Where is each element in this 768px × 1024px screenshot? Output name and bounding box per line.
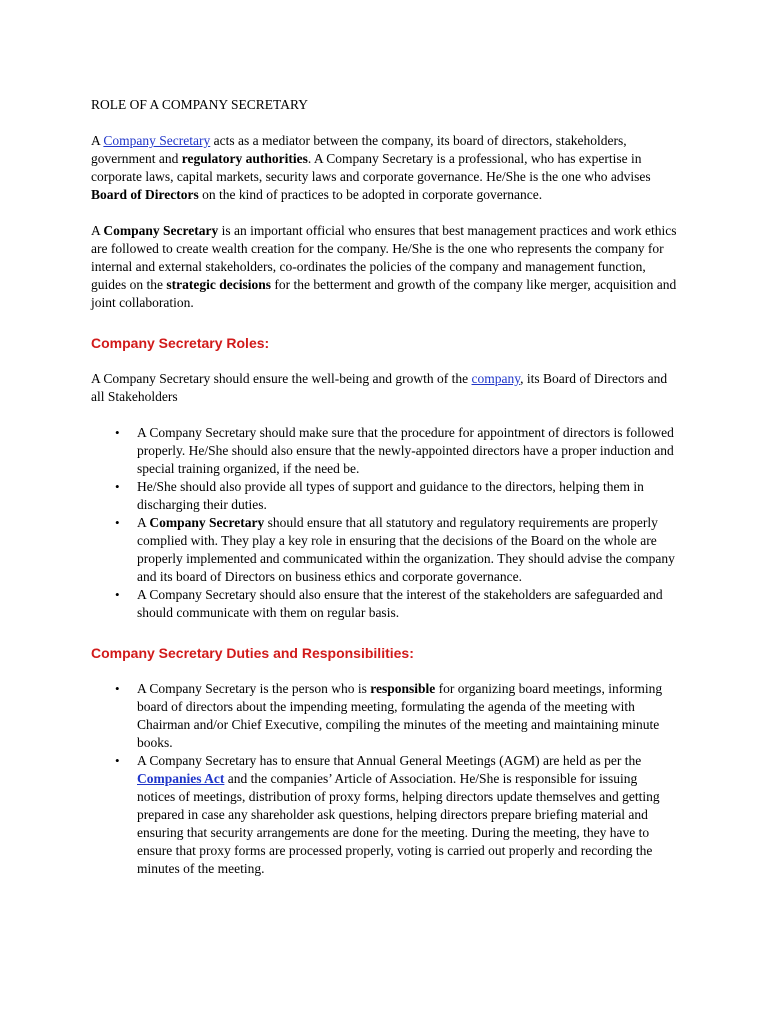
list-item bbox=[137, 514, 678, 586]
text: A bbox=[91, 223, 104, 238]
text: on the kind of practices to be adopted in corporate governance. bbox=[198, 187, 543, 202]
bold-text: strategic decisions bbox=[166, 277, 271, 292]
page-title: ROLE OF A COMPANY SECRETARY bbox=[91, 97, 308, 112]
text: A Company Secretary should ensure the well-being and growth of the bbox=[91, 371, 472, 386]
text: A Company Secretary is the person who is bbox=[137, 681, 371, 696]
text: and the companies’ Article of Association. He/She is responsible for issuing notices of meetings, distribution of proxy forms, helping directors update themselves and getting prepared in case any shareholder ask questions, helping directors prepare briefing material and ensuring that security arrangements are done for the meeting. During the meeting, they have to ensure that proxy forms are processed properly, voting is carried out properly and recording the minutes of the meeting. bbox=[137, 771, 660, 876]
text: A Company Secretary has to ensure that Annual General Meetings (AGM) are held as per the bbox=[137, 753, 642, 768]
text: for the betterment and growth of the company like merger, acquisition and joint collaboration. bbox=[91, 277, 677, 310]
bold-text: regulatory authorities bbox=[181, 151, 308, 166]
bold-text: Board of Directors bbox=[91, 187, 199, 202]
companies-act-link[interactable]: Companies Act bbox=[137, 771, 225, 786]
list-item: • A Company Secretary should also ensure that the interest of the stakeholders are safeguarded and should communicate with them on regular basis. bbox=[137, 586, 678, 622]
duties-list bbox=[91, 680, 678, 878]
roles-list bbox=[91, 424, 678, 622]
bold-text: Company Secretary bbox=[149, 515, 265, 530]
text: should ensure that all statutory and regulatory requirements are properly complied with. They play a key role in ensuring that the decisions of the Board on the whole are properly implemented and communicated within the organization. They should advise the company and its board of Directors on business ethics and corporate governance. bbox=[137, 515, 675, 584]
text: for organizing board meetings, informing board of directors about the impending meeting, formulating the agenda of the meeting with Chairman and/or Chief Executive, compiling the minutes of the meeting and maintaining minute books. bbox=[137, 681, 663, 750]
second-paragraph bbox=[91, 222, 678, 312]
text: . A Company Secretary is a professional, who has expertise in corporate laws, capital markets, security laws and corporate governance. He/She is the one who advises bbox=[91, 151, 651, 184]
list-item: • A Company Secretary should make sure that the procedure for appointment of directors is followed properly. He/She should also ensure that the newly-appointed directors have a proper induction and special training organized, if the need be. bbox=[137, 424, 678, 478]
bold-text: Company Secretary bbox=[103, 223, 219, 238]
text: , its Board of Directors and all Stakeholders bbox=[91, 371, 668, 404]
company-link[interactable]: company bbox=[471, 371, 521, 386]
bold-text: responsible bbox=[370, 681, 436, 696]
text: acts as a mediator between the company, its board of directors, stakeholders, government and bbox=[91, 133, 627, 166]
text: is an important official who ensures that best management practices and work ethics are followed to create wealth creation for the company. He/She is the one who represents the company for internal and external stakeholders, co-ordinates the policies of the company and management function, guides on the bbox=[91, 223, 677, 292]
roles-intro-paragraph bbox=[91, 370, 678, 406]
list-item bbox=[137, 680, 678, 752]
text: A bbox=[137, 515, 150, 530]
company-secretary-link[interactable]: Company Secretary bbox=[103, 133, 211, 148]
list-item bbox=[137, 752, 678, 878]
text: A bbox=[91, 133, 104, 148]
roles-heading: Company Secretary Roles: bbox=[91, 335, 270, 351]
list-item: • He/She should also provide all types of support and guidance to the directors, helping them in discharging their duties. bbox=[137, 478, 678, 514]
duties-heading: Company Secretary Duties and Responsibilities: bbox=[91, 645, 414, 661]
intro-paragraph bbox=[91, 132, 678, 204]
